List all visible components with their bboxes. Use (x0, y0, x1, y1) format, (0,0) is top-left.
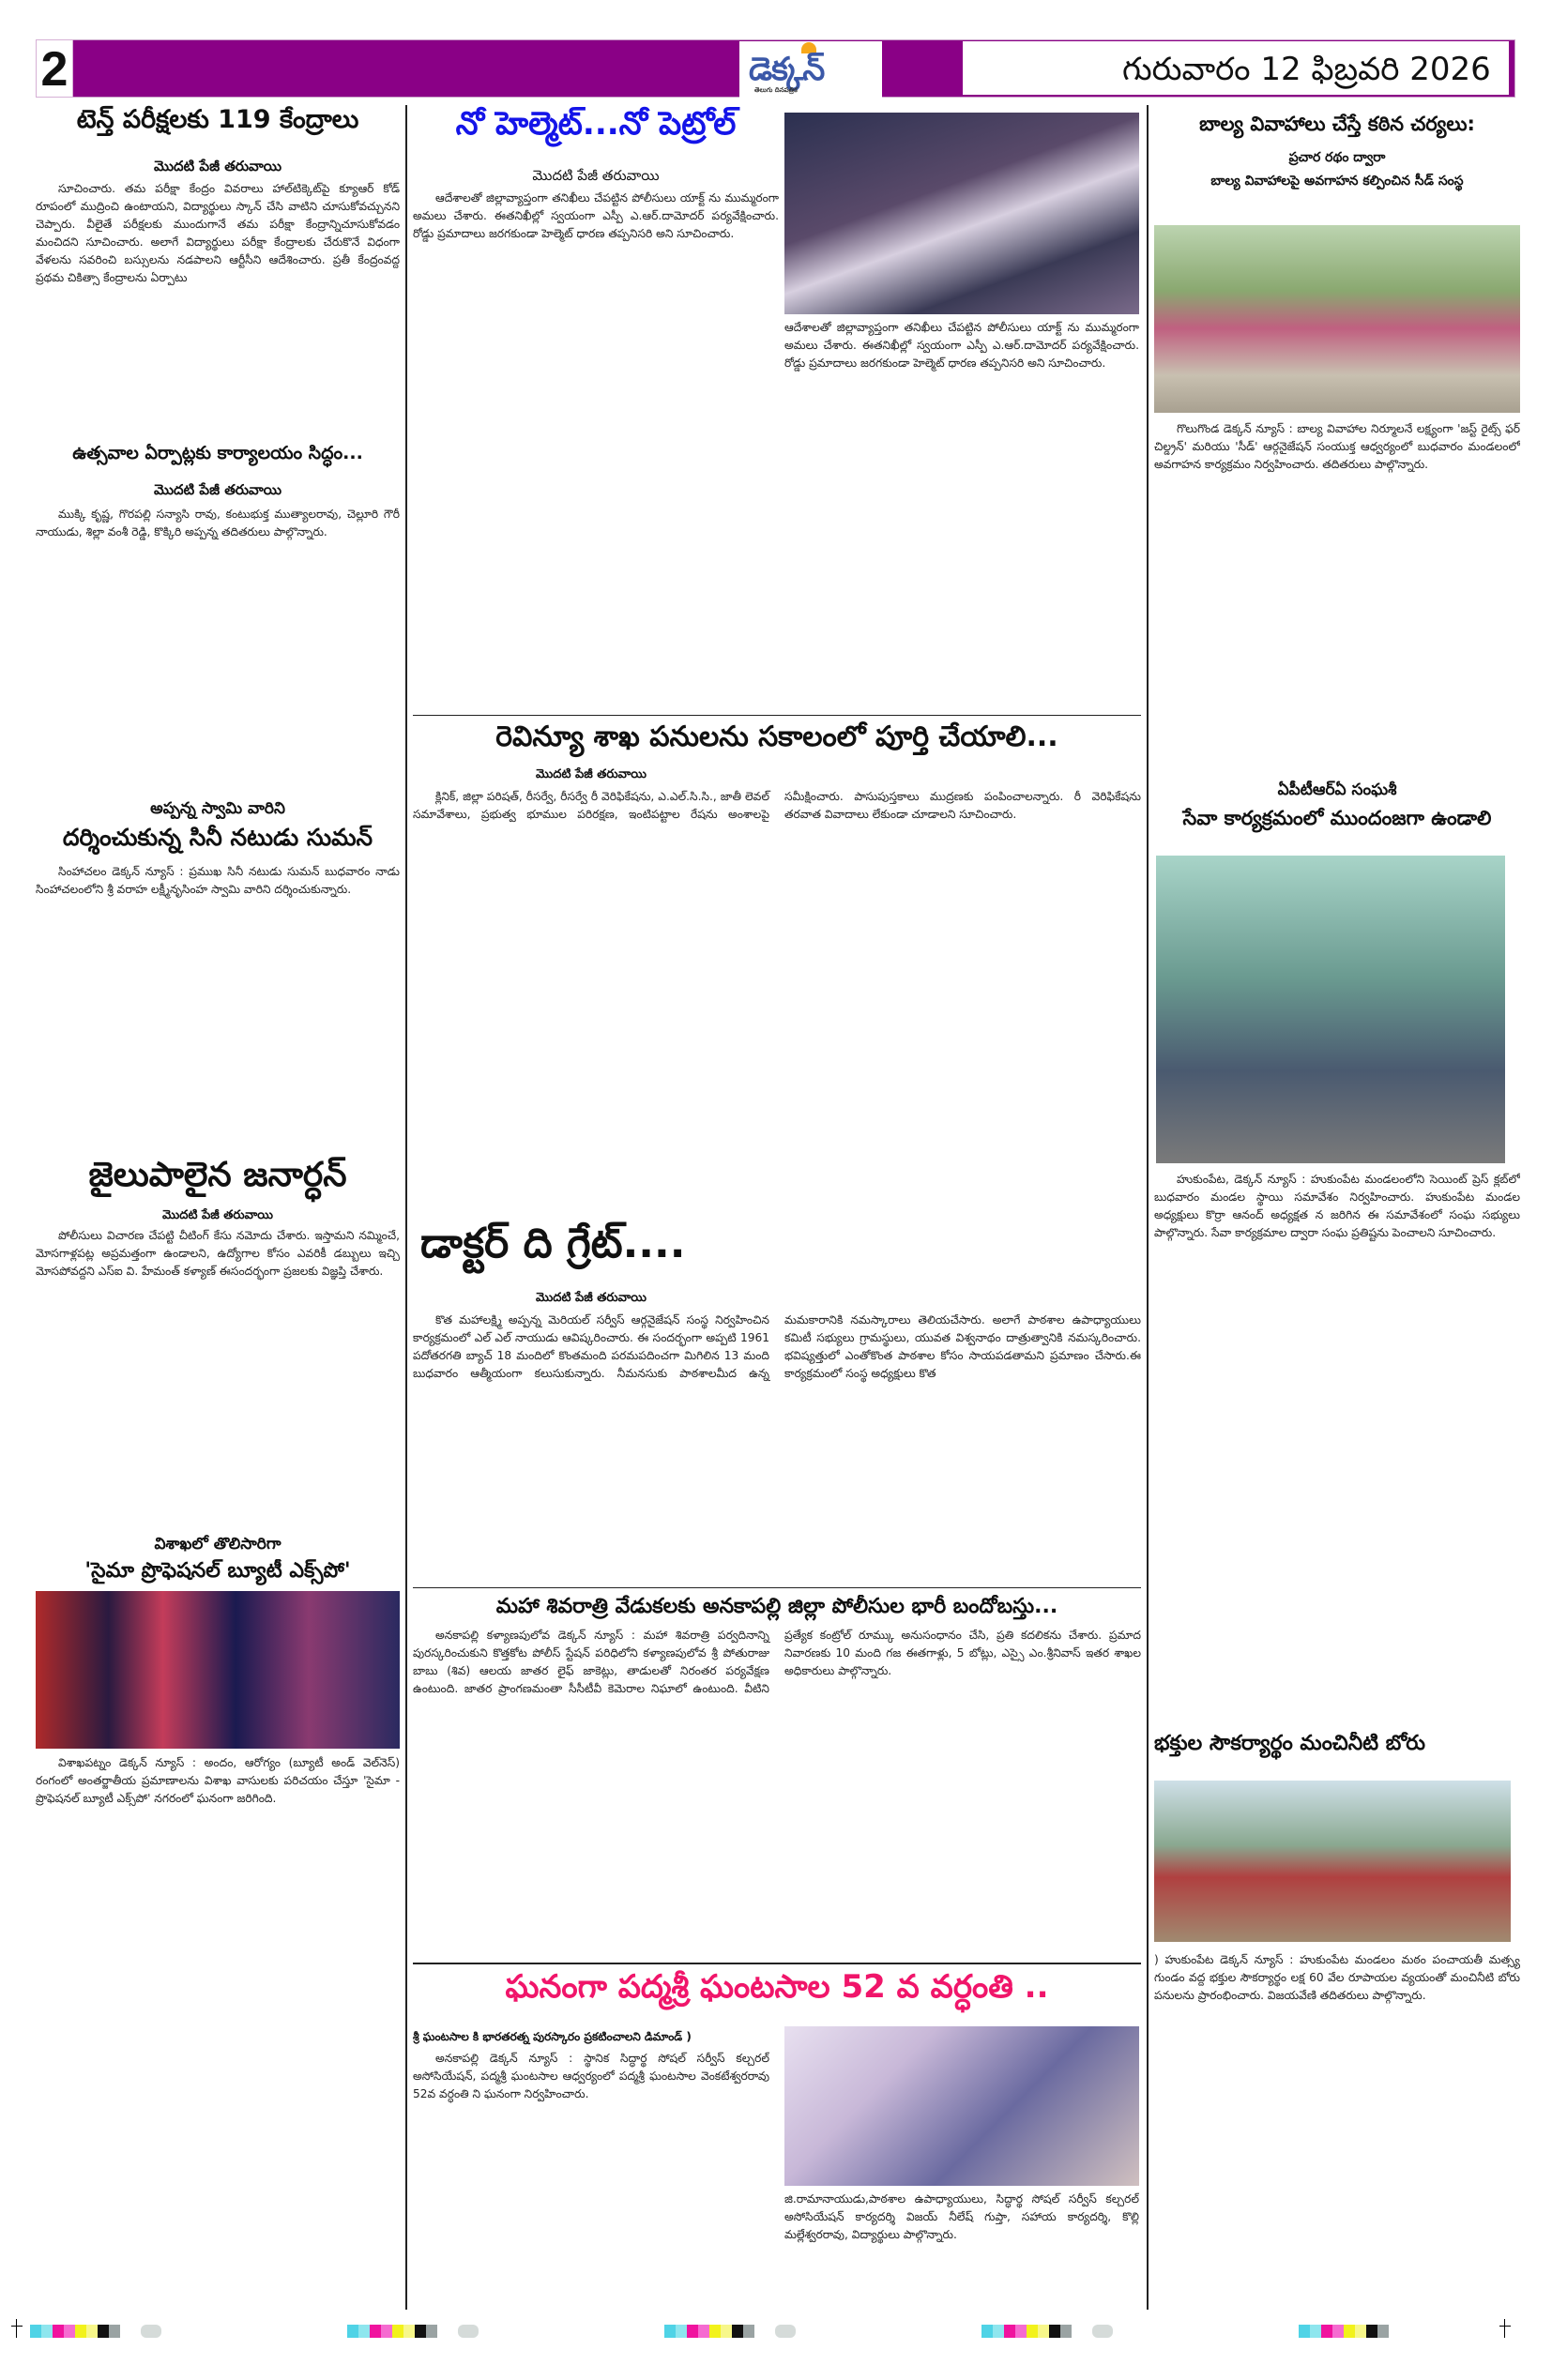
color-swatch (721, 2325, 732, 2338)
grey-patch (458, 2325, 479, 2338)
headline: బాల్య వివాహాలు చేస్తే కఠిన చర్యలు: (1199, 113, 1475, 135)
issue-date: గురువారం 12 ఫిబ్రవరి 2026 (1122, 51, 1491, 88)
color-swatch (1344, 2325, 1355, 2338)
article-child-marriage (1154, 113, 1520, 191)
color-swatch (1366, 2325, 1377, 2338)
color-swatch (41, 2325, 53, 2338)
continued-label: మొదటి పేజీ తరువాయి (153, 481, 282, 498)
headline: రెవిన్యూ శాఖ పనులను సకాలంలో పూర్తి చేయాలి... (495, 720, 1058, 753)
article-borewell (1154, 1732, 1520, 1760)
grey-patch (1092, 2325, 1113, 2338)
color-swatch (109, 2325, 120, 2338)
color-swatch (1027, 2325, 1038, 2338)
color-swatch (709, 2325, 721, 2338)
page-number: 2 (36, 39, 73, 98)
color-swatch (1321, 2325, 1332, 2338)
beauty-expo-photo (36, 1591, 400, 1749)
continued-label: మొదటి పేజీ తరువాయి (153, 158, 282, 174)
article-jail (36, 1156, 400, 1518)
color-swatch (1299, 2325, 1310, 2338)
column-divider (1147, 105, 1149, 2310)
article-body: అనకాపల్లి డెక్కన్ న్యూస్ : స్థానిక సిద్ధార్థ సోషల్ సర్వీస్ కల్చరల్ అసోసియేషన్, పద్మశ్రీ ఘంటసాల ఆధ్వర్యంలో పద్మశ్రీ ఘంటసాల వెంకటేశ్వరరావు 52వ వర్ధంతి ని ఘనంగా నిర్వహించారు. (413, 2052, 769, 2100)
article-body-continued: ఆదేశాలతో జిల్లావ్యాప్తంగా తనిఖీలు చేపట్టిన పోలీసులు యాక్ట్ ను ముమ్మరంగా అమలు చేశారు. ఈతనిఖీల్లో స్వయంగా ఎస్పీ ఎ.ఆర్.దామోదర్ పర్యవేక్షించారు. రోడ్డు ప్రమాదాలు జరగకుండా హెల్మెట్ ధారణ తప్పనిసరి అని సూచించారు. (784, 321, 1139, 370)
article-shivaratri (413, 1595, 1141, 1950)
headline: నో హెల్మెట్...నో పెట్రోల్ (455, 105, 737, 143)
article-body: అనకాపల్లి కళ్యాణపులోవ డెక్కన్ న్యూస్ : మహా శివరాత్రి పర్వదినాన్ని పురస్కరించుకుని కొత్తకోట పోలీస్ స్టేషన్ పరిధిలోని కళ్యాణపులోవ శ్రీ పోతురాజు బాబు (శివ) ఆలయ జాతర లైఫ్ జాకెట్లు, తాడులతో నిరంతర పర్యవేక్షణ ఉంటుంది. జాతర ప్రాంగణమంతా సీసీటీవీ కెమెరాల నిఘాలో ఉంటుంది. వీటిని ప్రత్యేక కంట్రోల్ రూమ్కు అనుసంధానం చేసి, ప్రతి కదలికను చేశారు. ప్రమాద నివారణకు 10 మంది గజ ఈతగాళ్లు, 5 బోట్లు, ఎస్సై ఎం.శ్రీనివాస్ ఇతర శాఖల అధికారులు పాల్గొన్నారు. (413, 1629, 1141, 1695)
headline: భక్తుల సౌకర్యార్థం మంచినీటి బోరు (1154, 1732, 1425, 1755)
color-swatch (1015, 2325, 1027, 2338)
color-swatch (676, 2325, 687, 2338)
color-swatch (743, 2325, 754, 2338)
color-swatch (698, 2325, 709, 2338)
kicker: విశాఖలో తొలిసారిగా (154, 1535, 281, 1554)
color-swatch (1332, 2325, 1344, 2338)
continued-label: మొదటి పేజీ తరువాయి (162, 1208, 273, 1222)
article-tenth-exams (36, 105, 400, 391)
article-body: సూచించారు. తమ పరీక్షా కేంద్రం వివరాలు హాల్‌టిక్కెట్‌పై క్యూఆర్ కోడ్ రూపంలో ముద్రించి ఉంటాయని, విద్యార్థులు స్కాన్ చేసి వాటిని చూసుకోవచ్చునని చెప్పారు. వీలైతే పరీక్షలకు ముందుగానే తమ పరీక్షా కేంద్రాన్నిచూసుకోవడం మంచిదని సూచించారు. అలాగే విద్యార్థులు పరీక్షా కేంద్రాలకు చేరుకొనే విధంగా వేళలను సవరించి బస్సులను నడపాలని ఆర్టీసీని ఆదేశించారు. ప్రతీ కేంద్రంవద్ద ప్రథమ చికిత్సా కేంద్రాలను ఏర్పాటు (36, 182, 400, 284)
ghantasala-event-photo (784, 2026, 1139, 2186)
article-doctor (413, 1220, 1141, 1602)
article-body: క్లినిక్, జిల్లా పరిషత్, రీసర్వే, రీసర్వే రీ వెరిఫికేషను, ఎ.ఎల్.సి.సి., జాతీ లెవల్ సమావేశాలు, ప్రభుత్వ భూముల పరిరక్షణ, ఇంటిపట్టాల రేషను అంశాలపై సమీక్షించారు. పాసుపుస్తకాలు ముద్రణకు పంపించాలన్నారు. రీ వెరిఫికేషను తరవాత వివాదాలు లేకుండా చూడాలని సూచించారు. (413, 790, 1141, 821)
headline: మహా శివరాత్రి వేడుకలకు అనకాపల్లి జిల్లా పోలీసుల భారీ బందోబస్తు... (495, 1595, 1058, 1618)
photo-caption: జి.రామానాయుడు,పాఠశాల ఉపాధ్యాయులు, సిద్ధార్థ సోషల్ సర్వీస్ కల్చరల్ అసోసియేషన్ కార్యదర్శి విజయ్ నీలేష్ గుప్తా, సహాయ కార్యదర్శి, కొల్లి మల్లేశ్వరరావు, విద్యార్థులు పాల్గొన్నారు. (784, 2192, 1139, 2241)
kicker: ఏపీటీఆర్ఏ సంఘశీ (1277, 781, 1397, 799)
divider (413, 715, 1141, 716)
color-swatch (415, 2325, 426, 2338)
association-group-photo (1156, 856, 1505, 1163)
registration-mark-icon (1499, 2319, 1511, 2338)
color-swatch (664, 2325, 676, 2338)
grey-patch (141, 2325, 161, 2338)
logo-subtitle: తెలుగు దినపత్రిక (754, 86, 798, 94)
kicker: అప్పన్న స్వామి వారిని (150, 799, 285, 818)
article-revenue (413, 720, 1141, 1201)
color-swatch (1355, 2325, 1366, 2338)
color-swatch (347, 2325, 358, 2338)
continued-label: మొదటి పేజీ తరువాయి (532, 167, 660, 184)
newspaper-logo (739, 41, 882, 99)
headline: సేవా కార్యక్రమంలో ముందంజగా ఉండాలి (1182, 807, 1492, 829)
color-swatch (687, 2325, 698, 2338)
divider (413, 1587, 1141, 1588)
article-body: విశాఖపట్నం డెక్కన్ న్యూస్ : అందం, ఆరోగ్యం (బ్యూటీ అండ్ వెల్‌నెస్) రంగంలో అంతర్జాతీయ ప్రమాణాలను విశాఖ వాసులకు పరిచయం చేస్తూ 'సైమా - ప్రొఫెషనల్ బ్యూటీ ఎక్స్‌పో' నగరంలో ఘనంగా జరిగింది. (36, 1756, 400, 1805)
color-swatch (392, 2325, 403, 2338)
color-swatch (732, 2325, 743, 2338)
color-swatch (98, 2325, 109, 2338)
subhead: శ్రీ ఘంటసాల కి భారతరత్న పురస్కారం ప్రకటించాలని డిమాండ్ ) (413, 2030, 692, 2043)
color-swatch (381, 2325, 392, 2338)
color-swatch (53, 2325, 64, 2338)
color-swatch (981, 2325, 993, 2338)
color-swatch (1004, 2325, 1015, 2338)
continued-label: మొదటి పేజీ తరువాయి (536, 767, 647, 781)
borewell-photo (1154, 1781, 1511, 1942)
headline: దర్శించుకున్న సినీ నటుడు సుమన్ (62, 824, 373, 851)
article-body: ఆదేశాలతో జిల్లావ్యాప్తంగా తనిఖీలు చేపట్టిన పోలీసులు యాక్ట్ ను ముమ్మరంగా అమలు చేశారు. ఈతనిఖీల్లో స్వయంగా ఎస్పీ ఎ.ఆర్.దామోదర్ పర్యవేక్షించారు. రోడ్డు ప్రమాదాలు జరగకుండా హెల్మెట్ ధారణ తప్పనిసరి అని సూచించారు. (413, 191, 779, 240)
article-no-helmet (413, 105, 779, 724)
color-bar (30, 2325, 120, 2338)
article-body: ముక్కి కృష్ణ, గొరపల్లి సన్యాసి రావు, కంటుభుక్త ముత్యాలరావు, చెల్లూరి గౌరీ నాయుడు, శిల్లా వంశీ రెడ్డి, కొక్కిరి అప్పన్న తదితరులు పాల్గొన్నారు. (36, 508, 400, 538)
article-body: గొలుగొండ డెక్కన్ న్యూస్ : బాల్య వివాహాల నిర్మూలనే లక్ష్యంగా 'జస్ట్ రైట్స్ ఫర్ చిల్డ్రన్' మరియు 'సీడ్' ఆర్గనైజేషన్ సంయుక్త ఆధ్వర్యంలో బుధవారం మండలంలో అవగాహన కార్యక్రమం నిర్వహించారు. తదితరులు పాల్గొన్నారు. (1154, 422, 1520, 471)
color-swatch (358, 2325, 370, 2338)
color-bar (1299, 2325, 1389, 2338)
color-swatch (370, 2325, 381, 2338)
color-swatch (1038, 2325, 1049, 2338)
article-body: పోలీసులు విచారణ చేపట్టి చీటింగ్ కేసు నమోదు చేశారు. ఇస్తామని నమ్మించే, మోసగాళ్లపట్ల అప్రమత్తంగా ఉండాలని, ఉద్యోగాల కోసం ఎవరికీ డబ్బులు ఇచ్చి మోసపోవద్దని ఎస్ఐ వి. హేమంత్ కళ్యాణ్ ఈసందర్భంగా ప్రజలకు విజ్ఞప్తి చేశారు. (36, 1229, 400, 1278)
article-suman (36, 799, 400, 1145)
color-swatch (64, 2325, 75, 2338)
grey-patch (775, 2325, 796, 2338)
headline: ఉత్సవాల ఏర్పాట్లకు కార్యాలయం సిద్ధం... (72, 443, 363, 463)
headline: డాక్టర్ ది గ్రేట్.... (420, 1220, 686, 1267)
date-box (963, 41, 1509, 95)
article-body: హుకుంపేట, డెక్కన్ న్యూస్ : హుకుంపేట మండలంలోని సెయింట్ ప్రెస్ క్లబ్‌లో బుధవారం మండల స్థాయి సమావేశం నిర్వహించారు. హుకుంపేట మండల అధ్యక్షులు కొర్రా ఆనంద్ అధ్యక్షత న జరిగిన ఈ సమావేశంలో సంఘ సభ్యులు పాల్గొన్నారు. సేవా కార్యక్రమాల ద్వారా సంఘ ప్రతిష్టను పెంచాలని సూచించారు. (1154, 1173, 1520, 1239)
article-body: సింహాచలం డెక్కన్ న్యూస్ : ప్రముఖ సినీ నటుడు సుమన్ బుధవారం నాడు సింహాచలంలోని శ్రీ వరాహ లక్ష్మీనృసింహ స్వామి వారిని దర్శించుకున్నారు. (36, 865, 400, 896)
headline: ఘనంగా పద్మశ్రీ ఘంటసాల 52 వ వర్ధంతి .. (505, 1968, 1049, 2006)
subhead: ప్రచార రథం ద్వారా (1288, 150, 1386, 165)
article-festival (36, 443, 400, 562)
color-bar (981, 2325, 1072, 2338)
subhead: బాల్య వివాహాలపై అవగాహన కల్పించిన సీడ్ సంస్థ (1210, 174, 1464, 189)
headline: జైలుపాలైన జనార్ధన్ (88, 1156, 347, 1194)
registration-mark-icon (11, 2319, 23, 2338)
article-body: కొత మహాలక్ష్మి అప్పన్న మెరియల్ సర్వీస్ ఆర్గనైజేషన్ సంస్థ నిర్వహించిన కార్యక్రమంలో ఎల్ ఎల్ నాయుడు ఆవిష్కరించారు. ఈ సందర్భంగా అప్పటి 1961 పదోతరగతి బ్యాచ్ 18 మందిలో కొంతమంది పరమపదించగా మిగిలిన 13 మంది బుధవారం ఆత్మీయంగా కలుసుకున్నారు. నీమనసుకు పాఠశాలమీద ఉన్న మమకారానికి నమస్కారాలు తెలియచేసారు. అలాగే పాఠశాల ఉపాధ్యాయులు కమిటీ సభ్యులు గ్రామస్థులు, యువత విశ్వనాథం దాత్రుత్వానికి నమస్కరించారు. భవిష్యత్తులో ఎంతోకొంత పాఠశాల కోసం సాయపడతామని ప్రమాణం చేసారు.ఈ కార్యక్రమంలో సంస్థ అధ్యక్షులు కొత (413, 1313, 1141, 1380)
column-divider (405, 105, 407, 2310)
color-swatch (403, 2325, 415, 2338)
color-swatch (1060, 2325, 1072, 2338)
helmet-check-photo (784, 113, 1139, 314)
awareness-rally-photo (1154, 225, 1520, 413)
divider (413, 1963, 1141, 1964)
logo-text: డెక్కన్ (749, 51, 825, 88)
color-bar (347, 2325, 437, 2338)
continued-label: మొదటి పేజీ తరువాయి (536, 1291, 647, 1305)
color-swatch (426, 2325, 437, 2338)
article-body: ) హుకుంపేట డెక్కన్ న్యూస్ : హుకుంపేట మండలం మఠం పంచాయతీ మత్స్య గుండం వద్ద భక్తుల సౌకర్యార్థం లక్ష 60 వేల రూపాయల వ్యయంతో మంచినీటి బోరు పనులను ప్రారంభించారు. విజయవేణి తదితరులు పాల్గొన్నారు. (1154, 1953, 1520, 2002)
color-swatch (1049, 2325, 1060, 2338)
color-swatch (75, 2325, 86, 2338)
color-bar (664, 2325, 754, 2338)
color-swatch (30, 2325, 41, 2338)
color-swatch (993, 2325, 1004, 2338)
headline: 'సైమా ప్రొఫెషనల్ బ్యూటీ ఎక్స్‌పో' (84, 1559, 351, 1583)
article-beauty-expo (36, 1535, 400, 2317)
color-swatch (1310, 2325, 1321, 2338)
article-aptf (1154, 781, 1520, 835)
headline: టెన్త్ పరీక్షలకు 119 కేంద్రాలు (76, 105, 359, 134)
color-swatch (1377, 2325, 1389, 2338)
color-swatch (86, 2325, 98, 2338)
